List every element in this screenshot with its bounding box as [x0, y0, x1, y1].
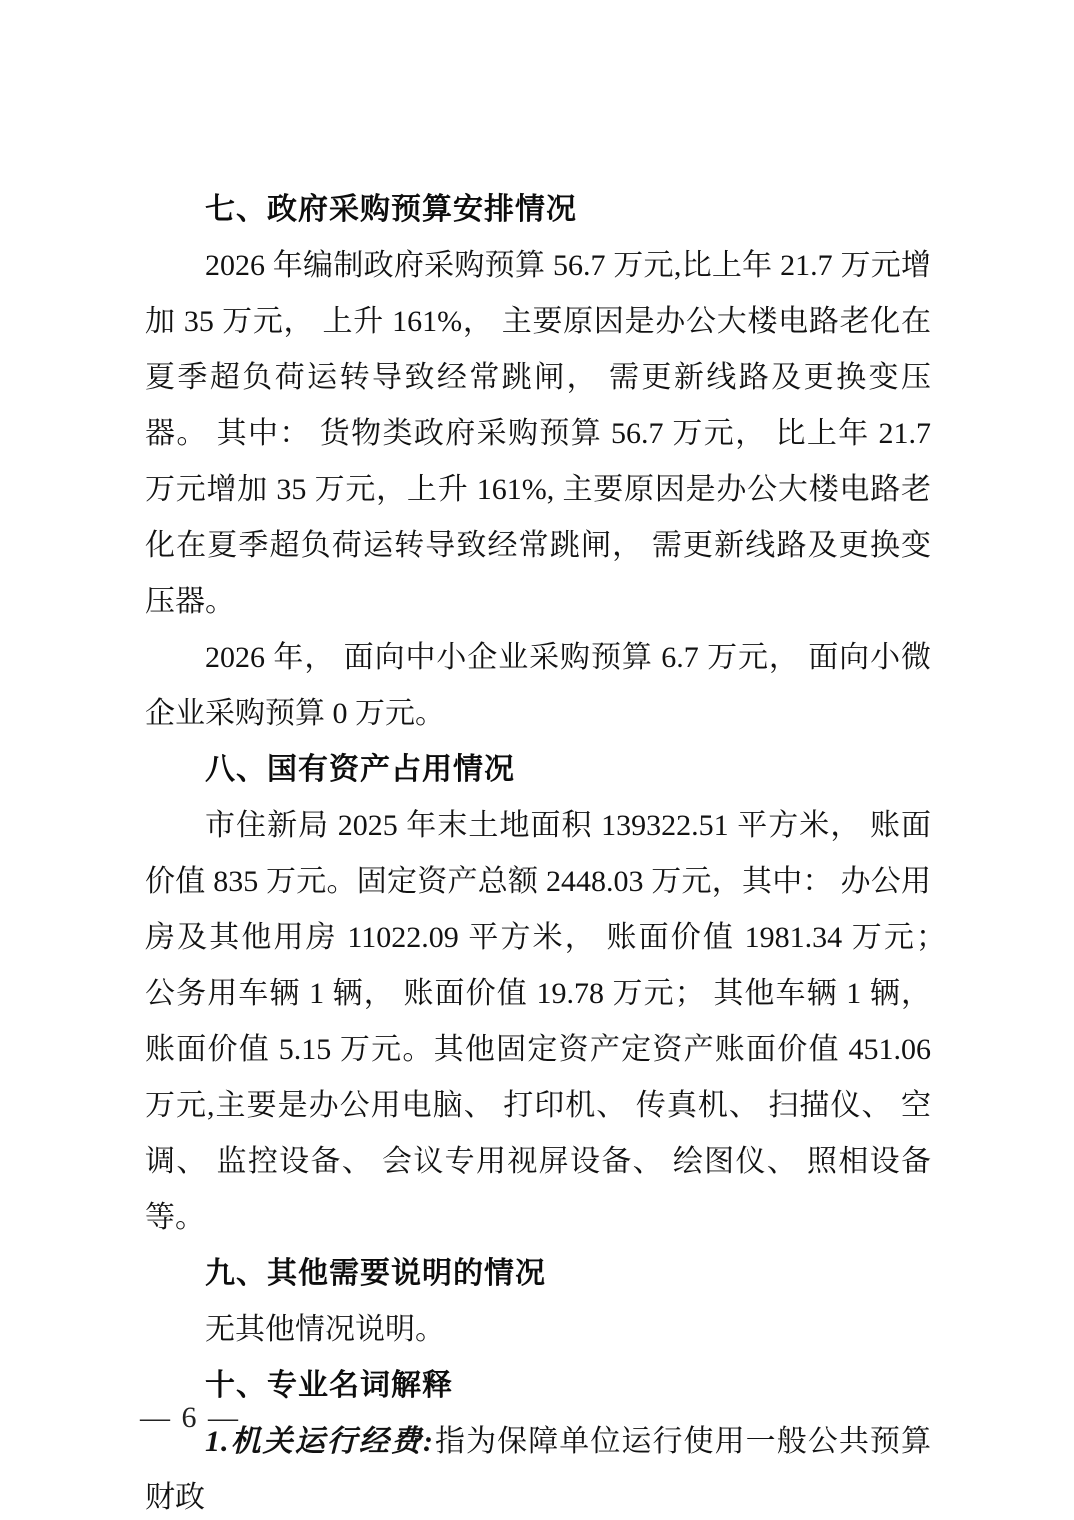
term-label: 1.机关运行经费: — [205, 1425, 434, 1458]
section-7-paragraph-2: 2026 年， 面向中小企业采购预算 6.7 万元， 面向小微企业采购预算 0 万元。 — [145, 641, 931, 730]
section-9-heading: 九、其他需要说明的情况 — [205, 1257, 546, 1290]
page-number: — 6 — — [140, 1401, 240, 1434]
section-10-heading: 十、专业名词解释 — [205, 1369, 453, 1402]
term-definition: 指为保障单位运行使用一般公共预算财政 — [145, 1425, 931, 1514]
section-8-paragraph-1: 市住新局 2025 年末土地面积 139322.51 平方米， 账面价值 835 万元。固定资产总额 2448.03 万元，其中： 办公用房及其他用房 11022.09 平方米， 账面价值 1981.34 万元； 公务用车辆 1 辆， 账面价值 19.78 万元； 其他车辆 1 辆， 账面价值 5.15 万元。其他固定资产定资产账面价值 451.06 万元,主要是办公用电脑、 打印机、 传真机、 扫描仪、 空调、 监控设备、 会议专用视屏设备、 绘图仪、 照相设备等。 — [145, 809, 961, 1234]
section-7-paragraph-1: 2026 年编制政府采购预算 56.7 万元,比上年 21.7 万元增加 35 万元， 上升 161%， 主要原因是办公大楼电路老化在夏季超负荷运转导致经常跳闸， 需更新线路及更换变压器。 其中： 货物类政府采购预算 56.7 万元， 比上年 21.7 万元增加 35 万元，上升 161%, 主要原因是办公大楼电路老化在夏季超负荷运转导致经常跳闸， 需更新线路及更换变压器。 — [145, 249, 931, 618]
document-body — [145, 182, 961, 1520]
section-9-paragraph-1: 无其他情况说明。 — [205, 1313, 445, 1346]
section-8-heading: 八、国有资产占用情况 — [205, 753, 515, 786]
section-10-term-paragraph — [145, 1414, 931, 1520]
section-7-heading: 七、政府采购预算安排情况 — [205, 193, 577, 226]
